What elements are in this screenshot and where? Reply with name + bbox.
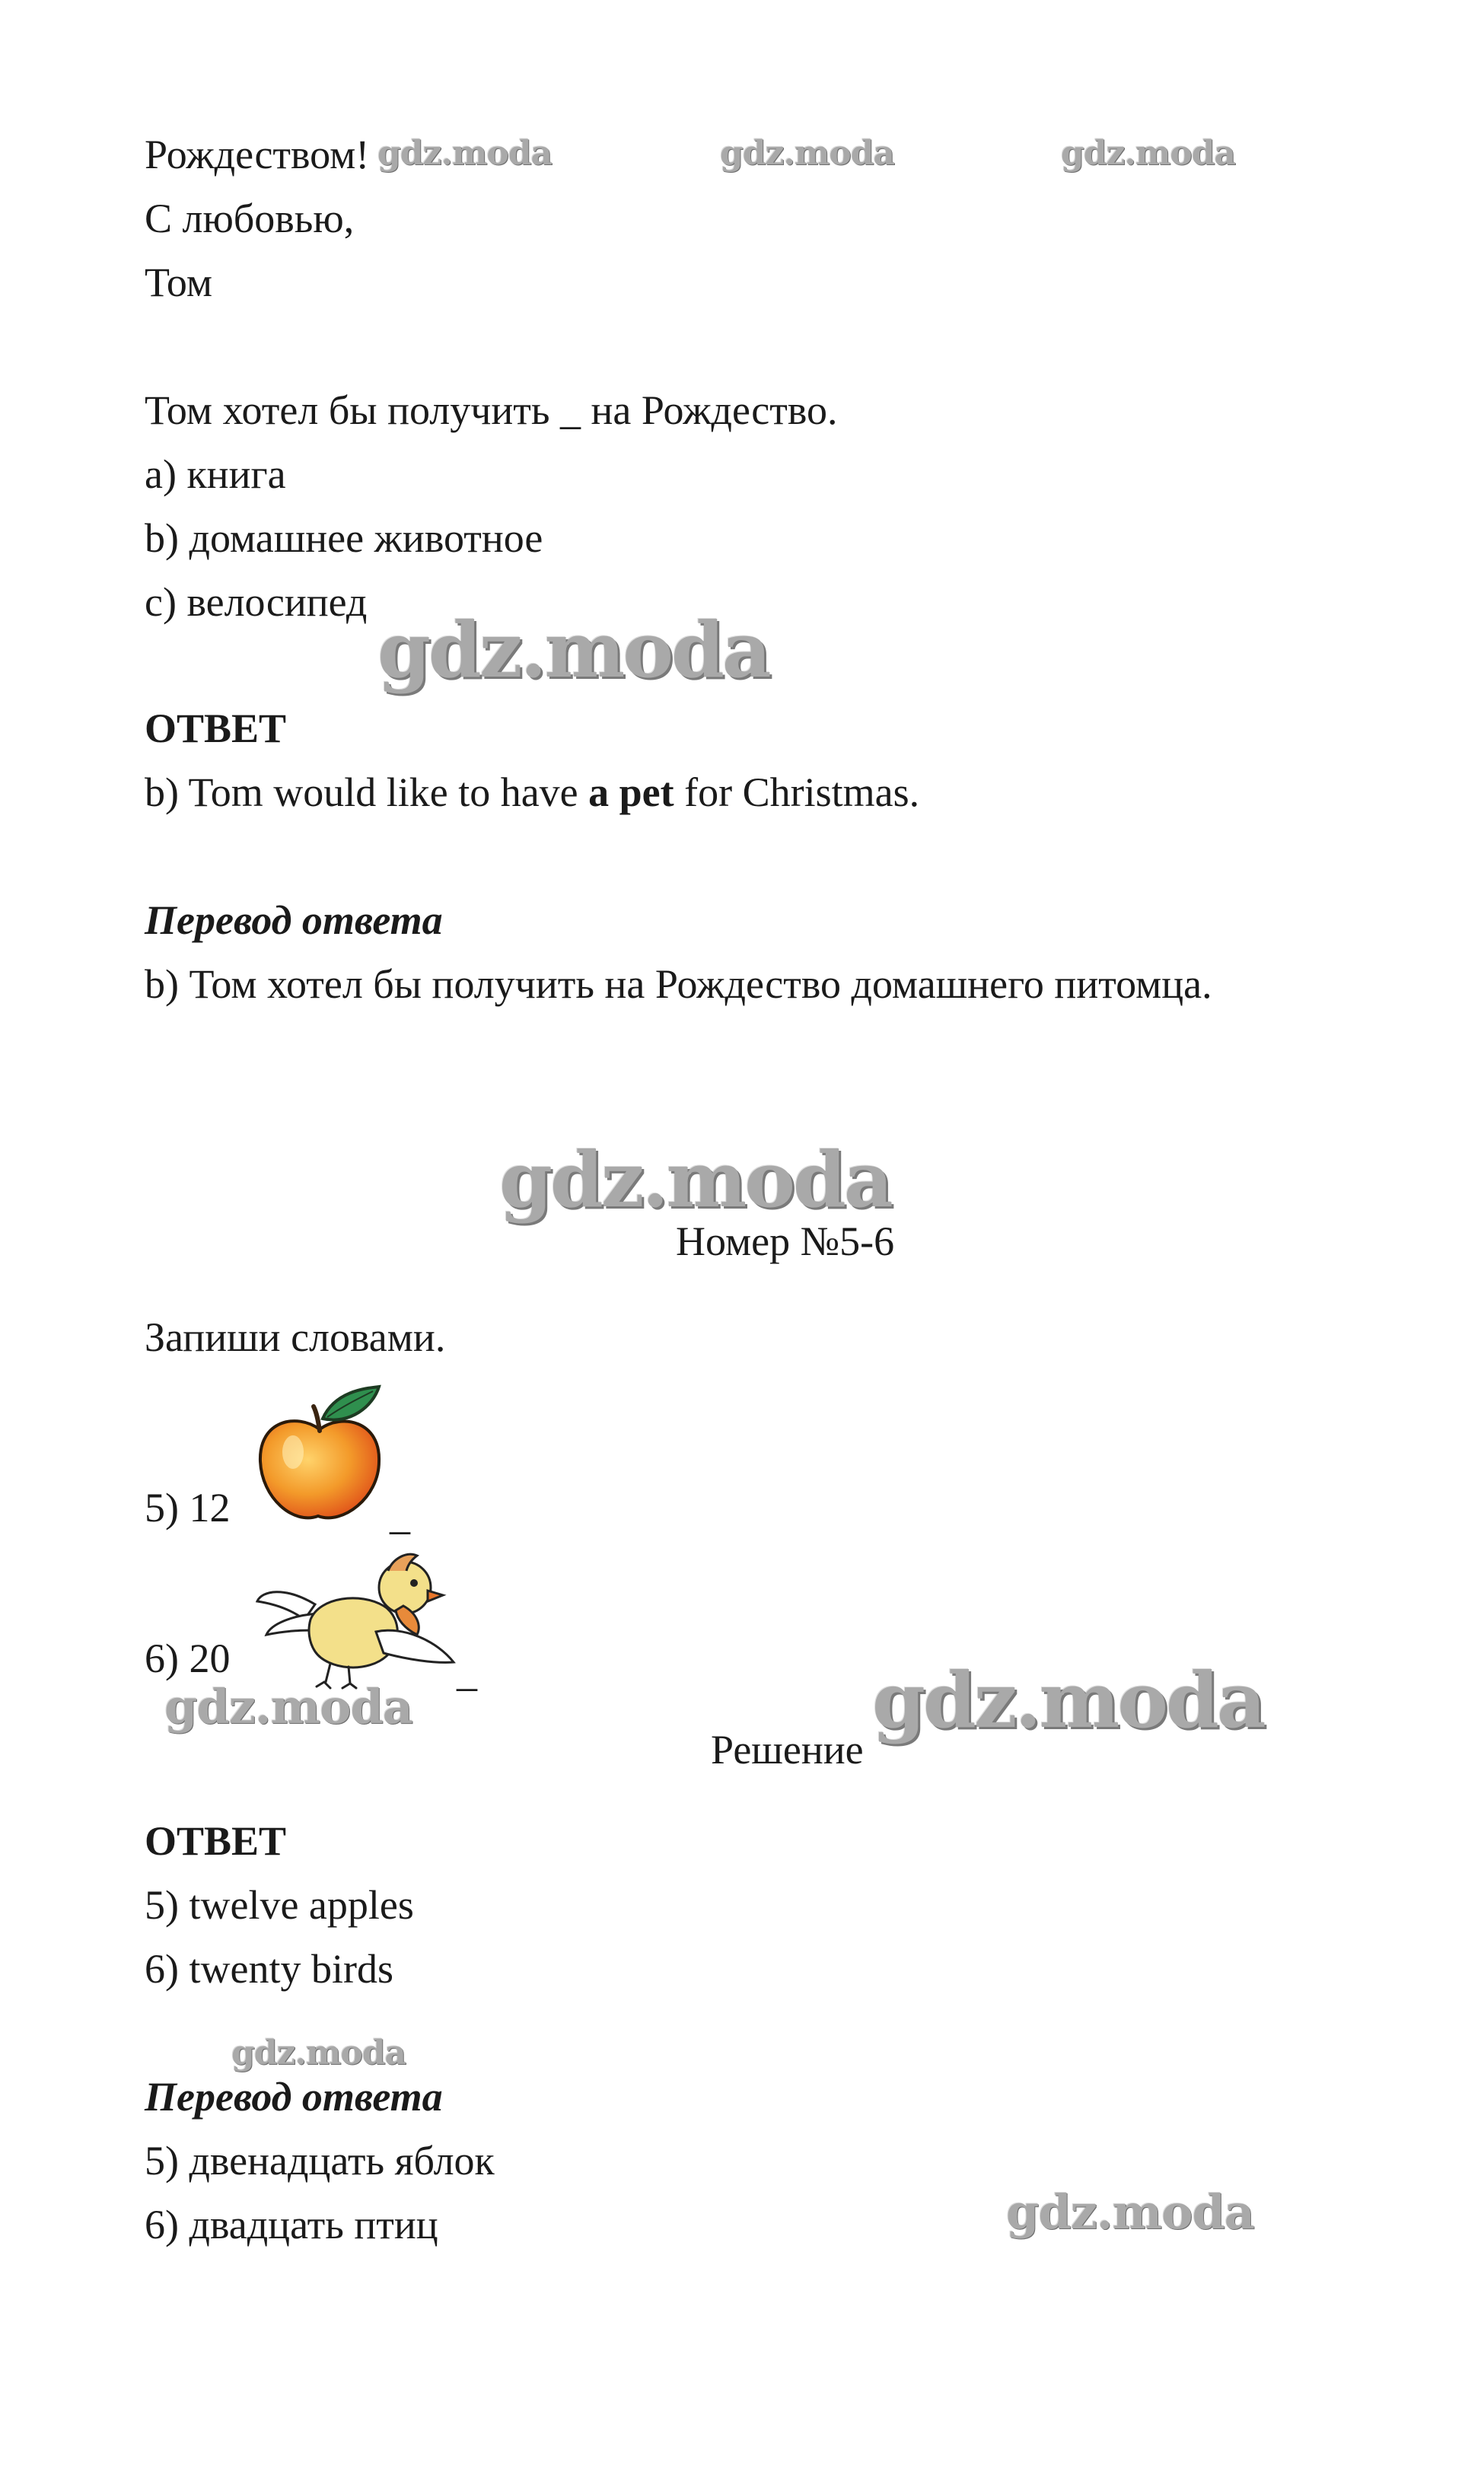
letter-line-1: Рождеством! — [145, 132, 370, 177]
task-instruction: Запиши словами. — [145, 1314, 446, 1360]
apple-icon — [251, 1376, 388, 1528]
watermark: gdz.moda — [164, 1679, 412, 1734]
watermark: gdz.moda — [720, 134, 895, 173]
option-c: c) велосипед — [145, 579, 368, 625]
answer-text — [145, 769, 920, 815]
translation-line: 5) двенадцать яблок — [145, 2138, 495, 2184]
answer-bold: a pet — [588, 769, 674, 815]
option-b: b) домашнее животное — [145, 515, 543, 561]
item6-label: 6) 20 — [145, 1636, 231, 1681]
task-number: Номер №5-6 — [676, 1218, 895, 1264]
answer-prefix: b) Tom would like to have — [145, 769, 589, 815]
watermark: gdz.moda — [377, 605, 769, 695]
watermark: gdz.moda — [499, 1135, 891, 1225]
watermark: gdz.moda — [1006, 2184, 1254, 2240]
watermark: gdz.moda — [231, 2034, 406, 2072]
letter-line-2: С любовью, — [145, 196, 355, 241]
answer-suffix: for Christmas. — [674, 769, 920, 815]
answer-heading: ОТВЕТ — [145, 706, 287, 751]
item5-blank: _ — [390, 1492, 410, 1538]
bird-icon — [254, 1540, 460, 1693]
letter-line-3: Том — [145, 260, 213, 305]
item5-label: 5) 12 — [145, 1485, 231, 1531]
answer-heading: ОТВЕТ — [145, 1818, 287, 1864]
translation-text: b) Том хотел бы получить на Рождество домашнего питомца. — [145, 961, 1212, 1007]
solution-label: Решение — [711, 1727, 864, 1773]
answer-line: 6) twenty birds — [145, 1946, 393, 1992]
watermark: gdz.moda — [377, 134, 553, 173]
option-a: a) книга — [145, 451, 286, 497]
answer-line: 5) twelve apples — [145, 1882, 414, 1928]
translation-heading: Перевод ответа — [145, 897, 443, 943]
watermark: gdz.moda — [872, 1655, 1264, 1745]
item6-blank: _ — [457, 1649, 477, 1695]
watermark: gdz.moda — [1061, 134, 1236, 173]
translation-heading: Перевод ответа — [145, 2074, 443, 2120]
question-prompt: Том хотел бы получить _ на Рождество. — [145, 387, 838, 433]
translation-line: 6) двадцать птиц — [145, 2202, 438, 2247]
